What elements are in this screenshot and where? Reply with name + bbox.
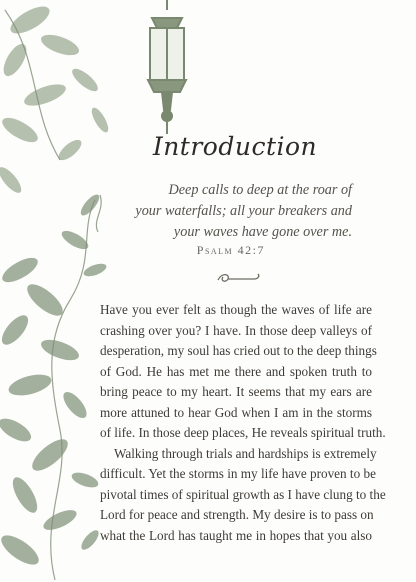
epigraph-line: your waves have gone over me. [173, 224, 352, 240]
body-line: Walking through trials and hardships is extremely [114, 445, 377, 461]
epigraph-citation: Psalm 42:7 [196, 243, 265, 257]
hanging-lantern-icon [132, 0, 202, 140]
body-line: desperation, my soul has cried out to the deep things [100, 343, 377, 358]
scroll-flourish-icon [214, 270, 264, 288]
body-line: difficult. Yet the storms in my life have proven to be [100, 466, 376, 481]
body-line: pivotal times of spiritual growth as I have clung to the [100, 486, 386, 502]
body-line: of God. He has met me there and spoken truth to [100, 363, 372, 379]
body-line: bring peace to my heart. It seems that my ears are [100, 384, 372, 399]
body-line: more attuned to hear God when I am in the storms [100, 404, 372, 420]
body-line: of life. In those deep places, He reveals spiritual truth. [100, 425, 386, 440]
body-paragraphs [100, 300, 386, 546]
body-line: what the Lord has taught me in hopes that you also [100, 527, 372, 543]
page-title: Introduction [152, 132, 318, 161]
body-line: crashing over you? I have. In those deep valleys of [100, 322, 372, 338]
body-line: Lord for peace and strength. My desire is to pass on [100, 507, 374, 522]
epigraph-line: your waterfalls; all your breakers and [135, 203, 352, 219]
epigraph-quote [120, 180, 352, 243]
body-line: Have you ever felt as though the waves of life are [100, 302, 372, 317]
epigraph-line: Deep calls to deep at the roar of [168, 182, 352, 198]
